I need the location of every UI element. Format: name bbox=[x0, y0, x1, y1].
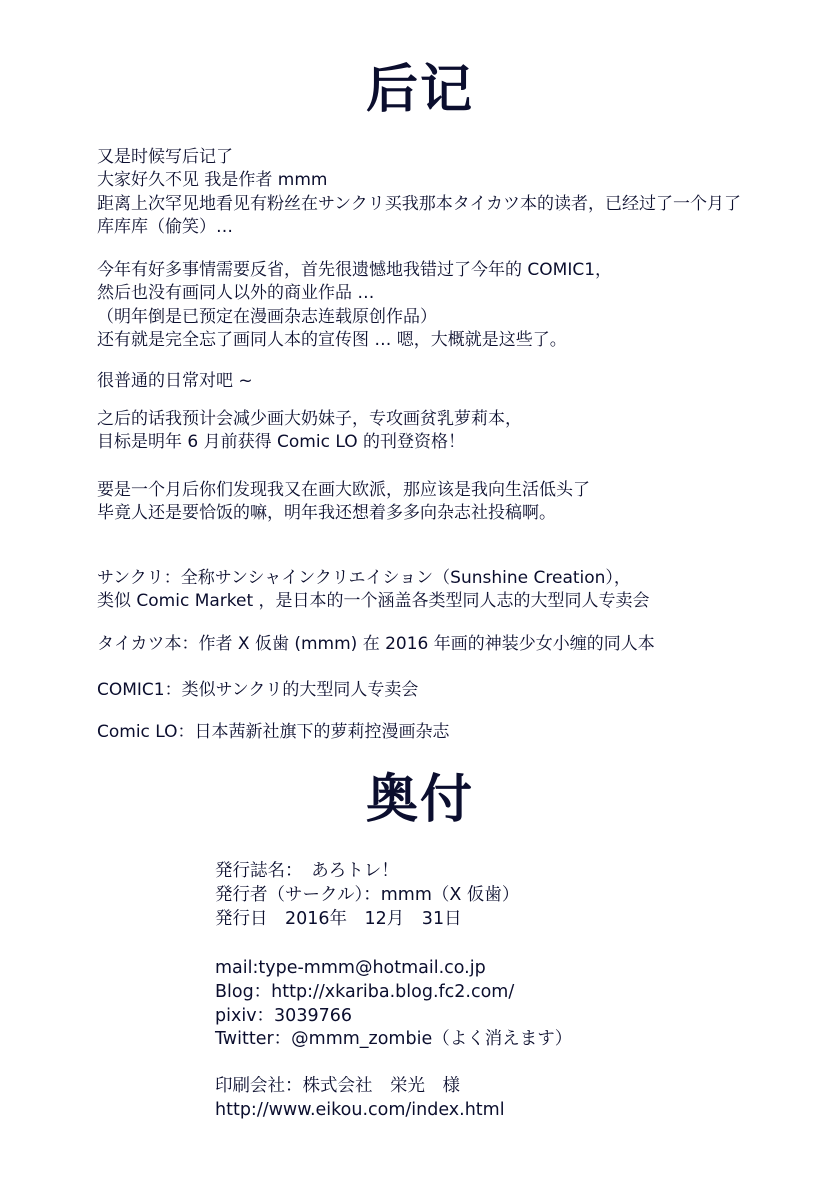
text-line: 大家好久不见 我是作者 mmm bbox=[97, 170, 328, 191]
colophon-line: mail:type-mmm@hotmail.co.jp bbox=[215, 958, 486, 978]
colophon-printer bbox=[215, 1075, 815, 1123]
text-line: 很普通的日常对吧 ~ bbox=[97, 371, 253, 391]
note-comic-lo bbox=[97, 721, 817, 744]
afterword-paragraph-2 bbox=[97, 259, 817, 353]
colophon-line: 発行者（サークル）：mmm（X 仮歯） bbox=[215, 884, 520, 905]
afterword-paragraph-1 bbox=[97, 146, 817, 240]
colophon-line: http://www.eikou.com/index.html bbox=[215, 1099, 505, 1120]
text-line: 又是时候写后记了 bbox=[97, 147, 233, 167]
colophon-line: 印刷会社：株式会社 栄光 様 bbox=[215, 1076, 460, 1096]
afterword-title: 后记 bbox=[365, 60, 474, 120]
colophon-line: 発行誌名： あろトレ！ bbox=[215, 861, 399, 881]
text-line: 目标是明年 6 月前获得 Comic LO 的刊登资格！ bbox=[97, 432, 465, 453]
afterword-paragraph-5 bbox=[97, 479, 817, 526]
text-line: 距离上次罕见地看见有粉丝在サンクリ买我那本タイカツ本的读者，已经过了一个月了 bbox=[97, 193, 741, 214]
note-line: 类似 Comic Market ，是日本的一个涵盖各类型同人志的大型同人专卖会 bbox=[97, 591, 650, 612]
colophon-line: Twitter：@mmm_zombie（よく消えます） bbox=[215, 1029, 573, 1050]
note-comic1 bbox=[97, 679, 817, 702]
text-line: 要是一个月后你们发现我又在画大欧派，那应该是我向生活低头了 bbox=[97, 480, 590, 500]
note-line: サンクリ：全称サンシャインクリエイション（Sunshine Creation）， bbox=[97, 568, 631, 588]
text-line: 毕竟人还是要恰饭的嘛，明年我还想着多多向杂志社投稿啊。 bbox=[97, 503, 556, 524]
colophon-contact bbox=[215, 957, 815, 1052]
note-line: Comic LO：日本茜新社旗下的萝莉控漫画杂志 bbox=[97, 722, 450, 742]
note-line: COMIC1：类似サンクリ的大型同人专卖会 bbox=[97, 680, 419, 700]
note-taikatsu bbox=[97, 633, 817, 656]
colophon-title: 奥付 bbox=[365, 770, 474, 830]
text-line: 然后也没有画同人以外的商业作品 … bbox=[97, 283, 375, 304]
afterword-paragraph-4 bbox=[97, 408, 817, 455]
text-line: 之后的话我预计会减少画大奶妹子，专攻画贫乳萝莉本， bbox=[97, 409, 522, 429]
colophon-line: Blog：http://xkariba.blog.fc2.com/ bbox=[215, 981, 515, 1002]
colophon-publication bbox=[215, 860, 815, 931]
note-sancuri bbox=[97, 567, 817, 614]
text-line: 还有就是完全忘了画同人本的宣传图 … 嗯，大概就是这些了。 bbox=[97, 330, 567, 351]
colophon-line: 発行日 2016年 12月 31日 bbox=[215, 908, 462, 929]
note-line: タイカツ本：作者 X 仮歯 (mmm) 在 2016 年画的神装少女小缠的同人本 bbox=[97, 634, 655, 654]
text-line: 库库库（偷笑）… bbox=[97, 217, 233, 238]
text-line: 今年有好多事情需要反省，首先很遗憾地我错过了今年的 COMIC1， bbox=[97, 260, 613, 280]
colophon-line: pixiv：3039766 bbox=[215, 1005, 352, 1026]
afterword-paragraph-3 bbox=[97, 370, 817, 393]
text-line: （明年倒是已预定在漫画杂志连载原创作品） bbox=[97, 306, 437, 327]
